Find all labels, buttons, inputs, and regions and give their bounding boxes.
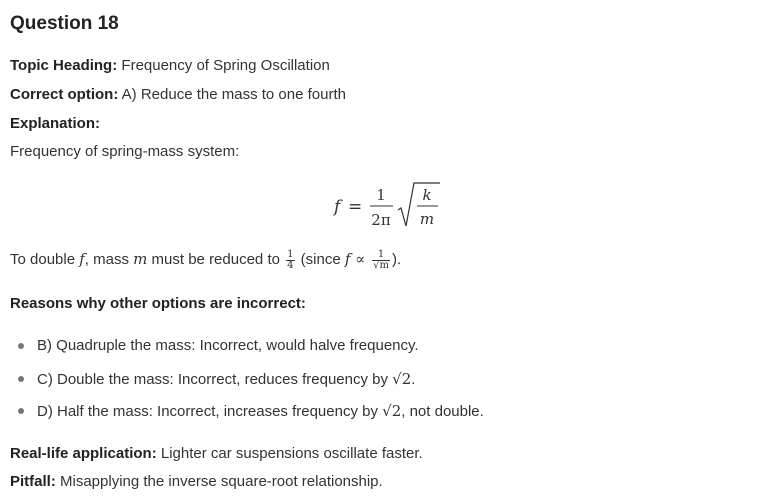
topic-value: Frequency of Spring Oscillation [121, 57, 330, 74]
reasons-label: Reasons why other options are incorrect: [10, 295, 306, 312]
explanation-label: Explanation: [10, 115, 101, 132]
math-f: f [79, 250, 85, 268]
bullet-icon [18, 343, 24, 349]
reason-text: D) Half the mass: Incorrect, increases frequency by [37, 403, 383, 420]
frequency-formula [330, 180, 450, 230]
double-frequency-line [10, 249, 401, 271]
formula-eq: = [348, 197, 363, 217]
pitfall-value: Misapplying the inverse square-root relationship. [60, 473, 383, 490]
double-line-pre: To double [10, 251, 80, 268]
reason-text: B) Quadruple the mass: Incorrect, would halve frequency. [37, 337, 419, 354]
topic-label: Topic Heading: [10, 57, 118, 74]
topic-heading [10, 56, 330, 76]
question-title: Question 18 [10, 13, 119, 34]
formula-den: 2π [371, 211, 391, 229]
fraction-one-fourth [286, 250, 294, 271]
correct-label: Correct option: [10, 86, 119, 103]
bullet-icon [18, 376, 24, 382]
explanation-heading [10, 114, 100, 134]
reason-text: C) Double the mass: Incorrect, reduces frequency by [37, 371, 393, 388]
double-line-post: must be reduced to [147, 251, 285, 268]
math-m: m [133, 250, 148, 268]
reason-item [37, 369, 415, 390]
formula-lhs: f [334, 197, 341, 217]
radical-num: k [422, 186, 432, 204]
double-line-mid: , mass [84, 251, 134, 268]
prop-num: 1 [372, 250, 390, 261]
radical-den: m [419, 210, 435, 228]
fraction-inverse-sqrt [372, 250, 390, 271]
application-label: Real-life application: [10, 445, 157, 462]
reason-item [37, 401, 484, 422]
math-sqrt2: √2 [392, 370, 412, 388]
application-value: Lighter car suspensions oscillate faster. [160, 445, 423, 462]
reason-tail: . [411, 371, 416, 388]
prop-den: √m [373, 259, 389, 271]
math-sqrt2: √2 [382, 402, 402, 420]
math-proportional: f ∝ [344, 250, 371, 268]
frac-den: 4 [287, 259, 294, 271]
real-life-application [10, 444, 423, 464]
correct-value: A) Reduce the mass to one fourth [121, 86, 346, 103]
frac-num: 1 [287, 248, 294, 260]
pitfall [10, 472, 383, 492]
reasons-heading [10, 294, 306, 314]
double-line-since: (since [296, 251, 345, 268]
pitfall-label: Pitfall: [10, 473, 56, 490]
formula-num: 1 [376, 186, 386, 204]
double-line-close: ). [391, 251, 402, 268]
reason-tail: , not double. [401, 403, 484, 420]
reason-item [37, 336, 419, 356]
correct-option [10, 85, 346, 105]
explanation-intro: Frequency of spring-mass system: [10, 143, 240, 160]
bullet-icon [18, 408, 24, 414]
